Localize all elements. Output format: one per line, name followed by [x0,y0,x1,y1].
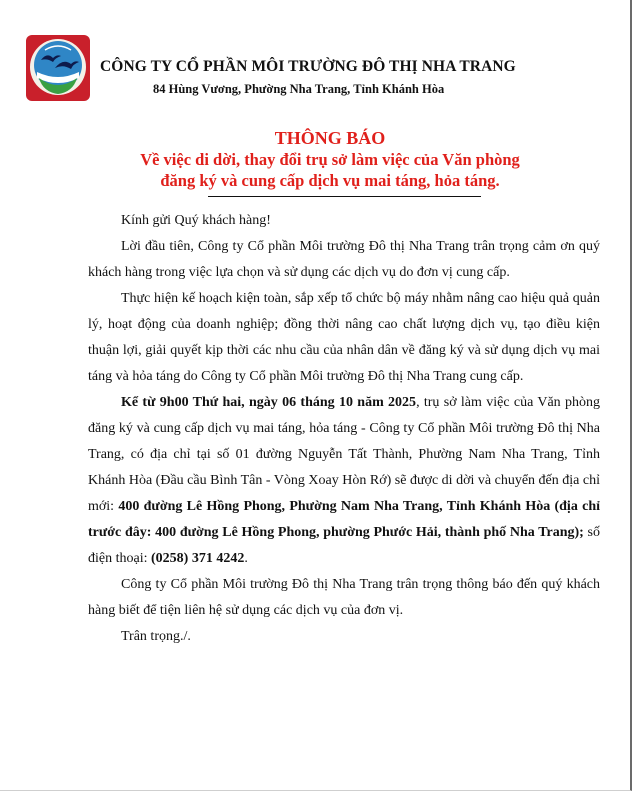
greeting: Kính gửi Quý khách hàng! [121,213,271,228]
relocation-end: . [244,551,248,566]
relocation-text: , trụ sở làm việc của Văn phòng đăng ký và cung cấp dịch vụ mai táng, hỏa táng - Công ty Cổ phần Môi trường Đô thị Nha Trang, có địa chỉ tại số 01 đường Nguyễn Tất Thành, Phường Nam Nha Trang, Tỉnh Khánh Hòa (Đầu cầu Bình Tân - Vòng Xoay Hòn Rớ) sẽ được di dời và chuyển đến địa chỉ mới: [88,395,601,514]
new-address: 400 đường Lê Hồng Phong, Phường Nam Nha Trang, Tỉnh Khánh Hòa (địa chỉ trước đây: 400 đường Lê Hồng Phong, phường Phước Hải, thành phố Nha Trang); [88,499,600,540]
notice-title: THÔNG BÁO [274,128,386,148]
paragraph-thanks: Lời đầu tiên, Công ty Cổ phần Môi trường Đô thị Nha Trang trân trọng cảm ơn quý khách hàng trong việc lựa chọn và sử dụng các dịch vụ do đơn vị cung cấp. [88,239,600,280]
paragraph-closing-notice: Công ty Cổ phần Môi trường Đô thị Nha Trang trân trọng thông báo đến quý khách hàng biết để tiện liên hệ sử dụng các dịch vụ của đơn vị. [88,577,600,618]
title-underline [208,196,481,197]
company-name: CÔNG TY CỔ PHẦN MÔI TRƯỜNG ĐÔ THỊ NHA TRANG [100,58,516,75]
effective-date: Kể từ 9h00 Thứ hai, ngày 06 tháng 10 năm 2025 [121,395,417,410]
notice-subtitle-line1: Về việc di dời, thay đổi trụ sở làm việc của Văn phòng [140,150,520,169]
paragraph-relocation [88,390,600,572]
notice-subtitle-line2: đăng ký và cung cấp dịch vụ mai táng, hỏa táng. [160,171,500,190]
phone-label: số điện thoại: [88,525,601,566]
company-address: 84 Hùng Vương, Phường Nha Trang, Tỉnh Khánh Hòa [153,82,445,96]
paragraph-reason: Thực hiện kế hoạch kiện toàn, sắp xếp tổ chức bộ máy nhằm nâng cao hiệu quả quản lý, hoạt động của doanh nghiệp; đồng thời nâng cao chất lượng dịch vụ, tạo điều kiện thuận lợi, giải quyết kịp thời các nhu cầu của nhân dân về đăng ký và sử dụng dịch vụ mai táng và hỏa táng do Công ty Cổ phần Môi trường Đô thị Nha Trang cung cấp. [88,291,600,384]
swallows-logo-icon [25,34,91,102]
notice-title-block [80,127,580,191]
phone-number: (0258) 371 4242 [151,551,245,566]
closing: Trân trọng./. [121,629,191,644]
notice-body [88,208,600,650]
